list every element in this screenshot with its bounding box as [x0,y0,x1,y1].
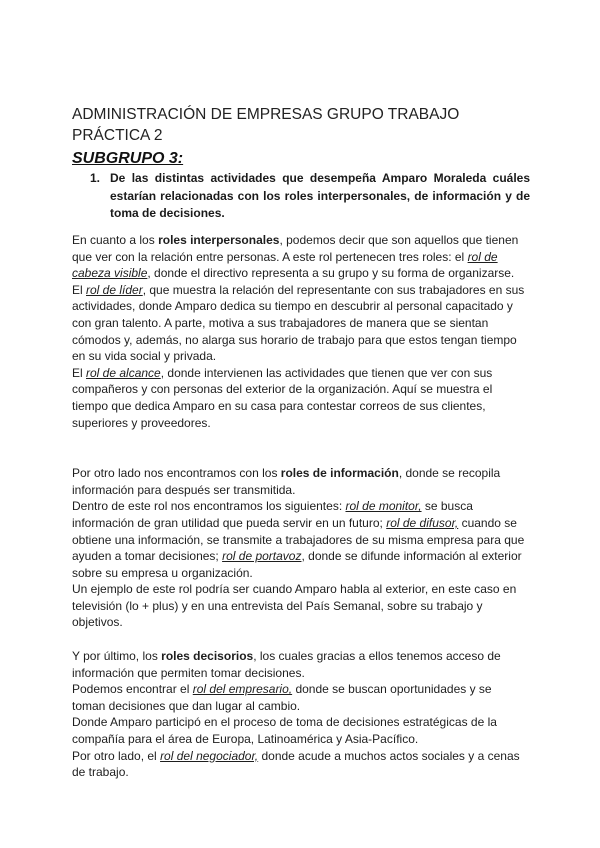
text-run: Dentro de este rol nos encontramos los siguientes: [72,499,346,514]
text-run: Y por último, los [72,649,162,664]
document-body [72,232,528,781]
interpersonal-paragraph-3 [72,365,528,431]
text-run: En cuanto a los [72,233,159,247]
document-title: ADMINISTRACIÓN DE EMPRESAS GRUPO TRABAJO PRÁCTICA 2 [72,106,460,144]
text-run: donde acude a muchos actos sociales y a cenas de trabajo. [72,748,520,780]
interpersonal-paragraph-2 [72,282,528,365]
paragraph-gap [72,631,528,648]
question-text: De las distintas actividades que desempeña Amparo Moraleda cuáles estarían relacionadas con los roles interpersonales, de información y de toma de decisiones. [110,171,530,220]
term-roles-decisorios: roles decisorios [161,649,254,664]
role-difusor: rol de difusor, [386,515,459,530]
role-lider: rol de líder [86,282,143,297]
decision-paragraph-2 [72,681,528,714]
text-run: Por otro lado, el [72,748,161,763]
question-number: 1. [90,171,101,185]
role-monitor: rol de monitor, [345,499,422,514]
term-roles-informacion: roles de información [280,466,399,481]
decision-paragraph-1 [72,648,528,681]
text-run: donde se buscan oportunidades y se toman decisiones que dan lugar al cambio. [72,682,492,713]
text-run: , donde se difunde información al exterior sobre su empresa u organización. [72,549,522,580]
text-run: , podemos decir que son aquellos que tienen que ver con la relación entre personas. A este rol pertenecen tres roles: el [72,233,519,264]
text-run: , donde se recopila información para después ser transmitida. [72,466,501,497]
subgroup-heading: SUBGRUPO 3: [72,150,184,167]
role-empresario: rol del empresario, [192,682,293,697]
text-run: El [72,365,87,380]
interpersonal-paragraph-1 [72,232,528,282]
role-portavoz: rol de portavoz [222,549,302,564]
text-run: Por otro lado nos encontramos con los [72,466,281,481]
paragraph-gap [72,431,528,448]
text-run: cuando se obtiene una información, se transmite a trabajadores de su misma empresa para que ayuden a tomar decisiones; [72,515,525,564]
text-run: se busca información de gran utilidad que pueda servir en un futuro; [72,499,473,530]
text-run: , donde el directivo representa a su grupo y su forma de organizarse. [147,266,515,281]
information-paragraph-2 [72,498,528,581]
text-run: , los cuales gracias a ellos tenemos acceso de información que permiten tomar decisiones. [72,649,501,680]
text-run: , que muestra la relación del representante con sus trabajadores en sus actividades, donde Amparo dedica su tiempo en descubrir al personal capacitado y con gran talento. A parte, motiva a sus trabajadores de manera que se sientan cómodos y, además, no alarga sus horario de trabajo para que estos tengan tiempo en su vida social y privada. [72,282,525,364]
role-cabeza-visible: rol de cabeza visible [72,249,498,281]
paragraph-gap [72,448,528,465]
question-item [90,170,530,223]
role-negociador: rol del negociador, [160,748,259,763]
information-paragraph-3: Un ejemplo de este rol podría ser cuando Amparo habla al exterior, en este caso en televisión (lo + plus) y en una entrevista del País Semanal, sobre su trabajo y objetivos. [72,582,517,630]
decision-paragraph-4 [72,748,528,781]
information-paragraph-1 [72,465,528,498]
text-run: El [72,282,87,297]
text-run: , donde intervienen las actividades que tienen que ver con sus compañeros y con personas del exterior de la organización. Aquí se muestra el tiempo que dedica Amparo en su casa para contestar correos de sus clientes, superiores y proveedores. [72,365,493,430]
decision-paragraph-3: Donde Amparo participó en el proceso de toma de decisiones estratégicas de la compañía para el área de Europa, Latinoamérica y Asia-Pacífico. [72,715,497,747]
role-alcance: rol de alcance [86,365,161,380]
text-run: Podemos encontrar el [72,682,193,697]
term-roles-interpersonales: roles interpersonales [158,233,280,247]
